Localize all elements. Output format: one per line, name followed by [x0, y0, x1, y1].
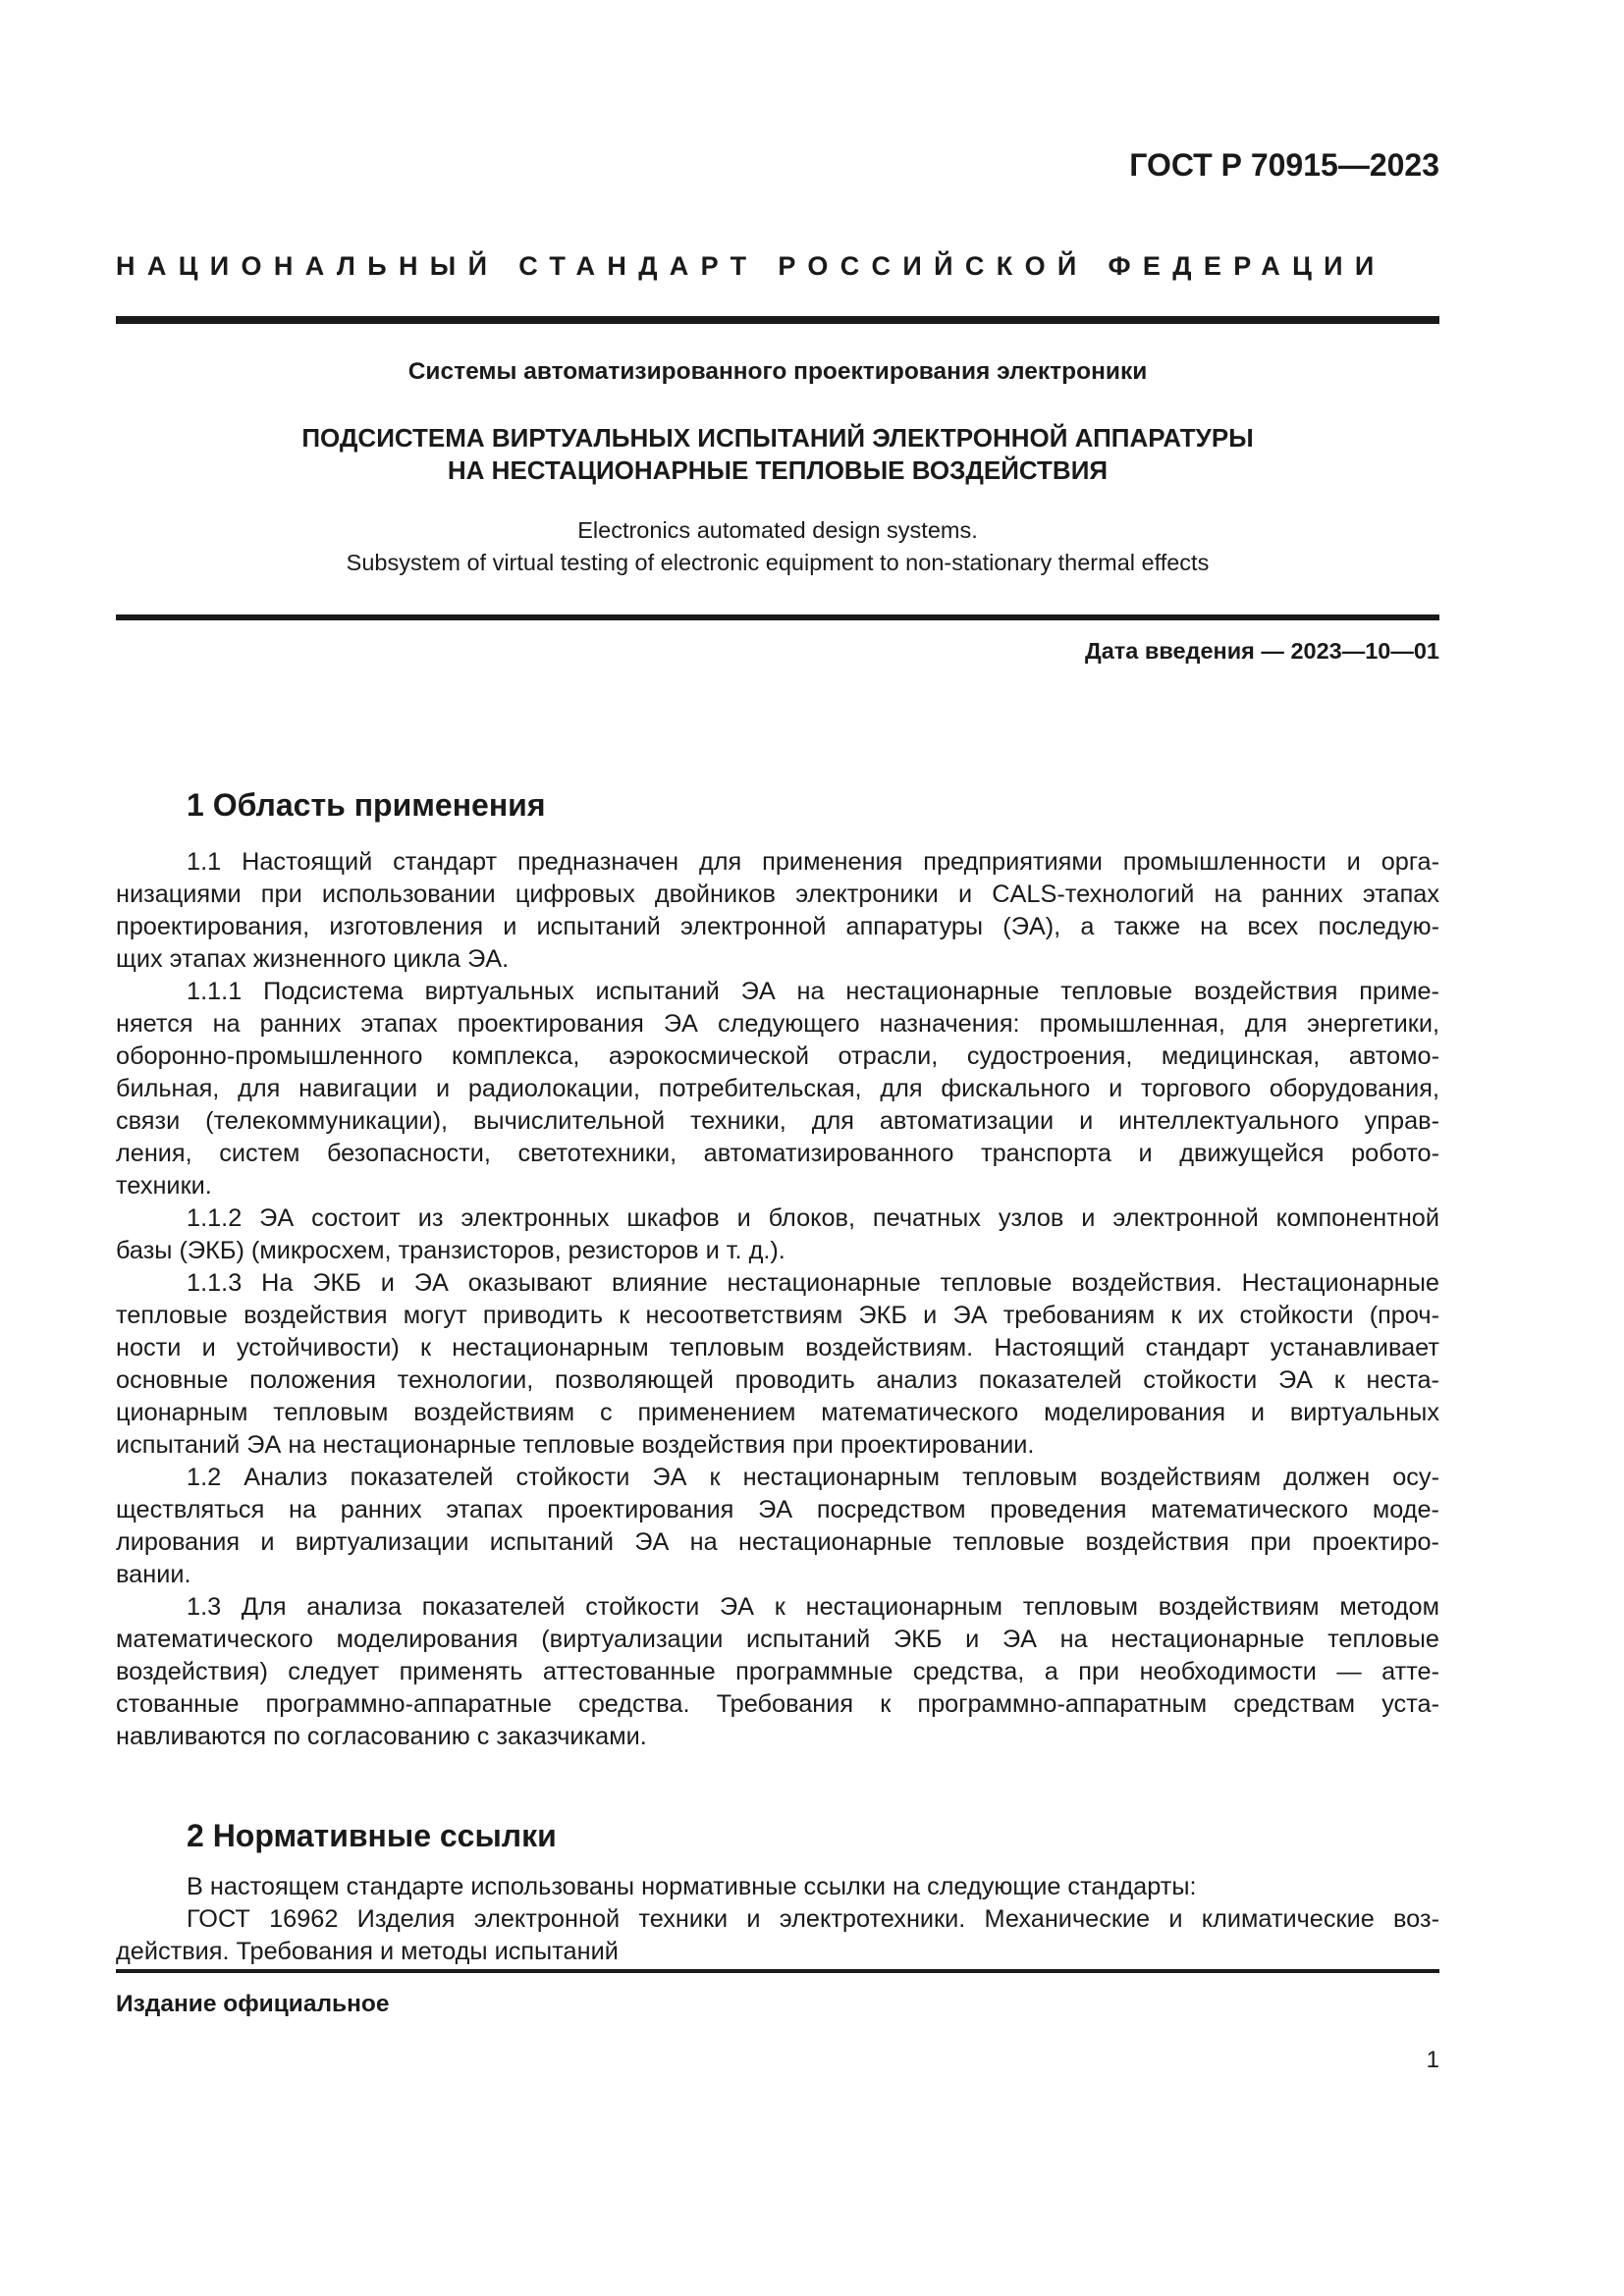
document-number: ГОСТ Р 70915—2023 — [1129, 147, 1439, 183]
text-line: ционарным тепловым воздействиям с применением математического моделирования и виртуальных — [116, 1399, 1439, 1426]
text-line: техники. — [116, 1172, 212, 1200]
text-line: низациями при использовании цифровых двойников электроники и CALS-технологий на ранних этапах — [116, 881, 1439, 908]
text-line: тепловые воздействия могут приводить к несоответствиям ЭКБ и ЭА требованиям к их стойкости (проч- — [116, 1302, 1439, 1329]
text-line: действия. Требования и методы испытаний — [116, 1938, 619, 1965]
section-references-body — [116, 1871, 1439, 1968]
text-line: ления, систем безопасности, светотехники, автоматизированного транспорта и движущейся робото- — [116, 1140, 1439, 1167]
text-line: бильная, для навигации и радиолокации, потребительская, для фискального и торгового оборудования, — [116, 1075, 1439, 1102]
national-standard-banner: НАЦИОНАЛЬНЫЙ СТАНДАРТ РОССИЙСКОЙ ФЕДЕРАЦИИ — [116, 251, 1386, 281]
text-line: навливаются по согласованию с заказчиками. — [116, 1723, 647, 1750]
section-scope-body — [116, 846, 1439, 1753]
text-line: оборонно-промышленного комплекса, аэрокосмической отрасли, судостроения, медицинская, автомо- — [116, 1042, 1439, 1070]
text-line: лирования и виртуализации испытаний ЭА на нестационарные тепловые воздействия при проектиро- — [116, 1528, 1439, 1556]
text-line: щих этапах жизненного цикла ЭА. — [116, 945, 510, 973]
section-heading-normative-references: 2 Нормативные ссылки — [187, 1818, 557, 1853]
title-line: НА НЕСТАЦИОНАРНЫЕ ТЕПЛОВЫЕ ВОЗДЕЙСТВИЯ — [447, 455, 1109, 485]
text-line: В настоящем стандарте использованы нормативные ссылки на следующие стандарты: — [187, 1873, 1197, 1900]
official-edition-label: Издание официальное — [116, 1991, 390, 2017]
text-line: 1.1 Настоящий стандарт предназначен для применения предприятиями промышленности и орга- — [187, 848, 1439, 876]
english-title — [116, 514, 1439, 579]
text-line: 1.1.3 На ЭКБ и ЭА оказывают влияние нестационарные тепловые воздействия. Нестационарные — [187, 1269, 1439, 1297]
page-number: 1 — [1426, 2047, 1439, 2073]
text-line: ности и устойчивости) к нестационарным тепловым воздействиям. Настоящий стандарт устанавливает — [116, 1334, 1439, 1362]
text-line: ществляться на ранних этапах проектирования ЭА посредством проведения математического моде- — [116, 1496, 1439, 1523]
text-line: стованные программно-аппаратные средства. Требования к программно-аппаратным средствам уста- — [116, 1690, 1439, 1718]
text-line: вании. — [116, 1561, 191, 1588]
text-line: воздействия) следует применять аттестованные программные средства, а при необходимости — атте- — [116, 1658, 1439, 1685]
text-line: 1.1.1 Подсистема виртуальных испытаний ЭА на нестационарные тепловые воздействия приме- — [187, 978, 1439, 1005]
text-line: 1.3 Для анализа показателей стойкости ЭА к нестационарным тепловым воздействиям методом — [187, 1593, 1439, 1621]
english-title-line: Electronics automated design systems. — [577, 517, 978, 543]
english-title-line: Subsystem of virtual testing of electronic equipment to non-stationary thermal effects — [346, 550, 1210, 575]
footer-divider — [116, 1969, 1439, 1973]
text-line: 1.2 Анализ показателей стойкости ЭА к нестационарным тепловым воздействиям должен осу- — [187, 1464, 1439, 1491]
text-line: няется на ранних этапах проектирования ЭА следующего назначения: промышленная, для энергетики, — [116, 1010, 1439, 1038]
document-title — [116, 422, 1439, 487]
text-line: ГОСТ 16962 Изделия электронной техники и электротехники. Механические и климатические воз- — [187, 1905, 1439, 1933]
text-line: проектирования, изготовления и испытаний электронной аппаратуры (ЭА), а также на всех последую- — [116, 913, 1439, 940]
introduction-date: Дата введения — 2023—10—01 — [1084, 638, 1439, 664]
title-divider — [116, 614, 1439, 620]
text-line: 1.1.2 ЭА состоит из электронных шкафов и блоков, печатных узлов и электронной компонентной — [187, 1204, 1439, 1232]
text-line: испытаний ЭА на нестационарные тепловые воздействия при проектировании. — [116, 1431, 1035, 1459]
text-line: базы (ЭКБ) (микросхем, транзисторов, резисторов и т. д.). — [116, 1237, 785, 1264]
text-line: основные положения технологии, позволяющей проводить анализ показателей стойкости ЭА к неста- — [116, 1366, 1439, 1394]
title-line: ПОДСИСТЕМА ВИРТУАЛЬНЫХ ИСПЫТАНИЙ ЭЛЕКТРОННОЙ АППАРАТУРЫ — [301, 423, 1254, 453]
top-divider — [116, 316, 1439, 324]
section-heading-scope: 1 Область применения — [187, 787, 546, 823]
text-line: связи (телекоммуникации), вычислительной техники, для автоматизации и интеллектуального управ- — [116, 1107, 1439, 1135]
text-line: математического моделирования (виртуализации испытаний ЭКБ и ЭА на нестационарные тепловые — [116, 1626, 1439, 1653]
document-subtitle: Системы автоматизированного проектирования электроники — [407, 358, 1148, 385]
